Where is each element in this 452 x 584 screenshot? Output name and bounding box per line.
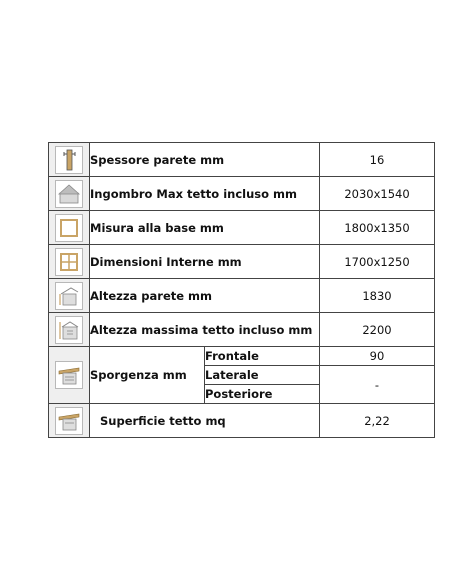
- house-footprint-icon: [55, 180, 83, 208]
- table-row: [49, 404, 435, 438]
- wall-thickness-icon: [55, 146, 83, 174]
- table-row: [49, 211, 435, 245]
- row-label: Altezza parete mm: [90, 279, 320, 313]
- row-label: Ingombro Max tetto incluso mm: [90, 177, 320, 211]
- row-label: Altezza massima tetto incluso mm: [90, 313, 320, 347]
- sporgenza-frontale-value: 90: [320, 347, 435, 366]
- table-row: [49, 143, 435, 177]
- row-value: 2200: [320, 313, 435, 347]
- icon-cell: [49, 143, 90, 177]
- row-value: 1830: [320, 279, 435, 313]
- row-label: Spessore parete mm: [90, 143, 320, 177]
- table-row: [49, 177, 435, 211]
- max-height-icon: [55, 316, 83, 344]
- base-square-icon: [55, 214, 83, 242]
- sporgenza-posteriore-label: Posteriore: [205, 385, 320, 404]
- table-row: [49, 279, 435, 313]
- wall-height-icon: [55, 282, 83, 310]
- table-row: [49, 347, 435, 366]
- row-value: 1700x1250: [320, 245, 435, 279]
- table-row: [49, 245, 435, 279]
- roof-overhang-icon: [55, 361, 83, 389]
- sporgenza-label: Sporgenza mm: [90, 347, 205, 404]
- row-value: 1800x1350: [320, 211, 435, 245]
- row-label: Dimensioni Interne mm: [90, 245, 320, 279]
- sporgenza-frontale-label: Frontale: [205, 347, 320, 366]
- specifications-table: [48, 142, 435, 438]
- table-row: [49, 313, 435, 347]
- row-label: Misura alla base mm: [90, 211, 320, 245]
- sporgenza-laterale-label: Laterale: [205, 366, 320, 385]
- row-value: 2030x1540: [320, 177, 435, 211]
- interior-grid-icon: [55, 248, 83, 276]
- roof-surface-icon: [55, 407, 83, 435]
- superficie-label: Superficie tetto mq: [90, 404, 320, 438]
- sporgenza-merged-value: -: [320, 366, 435, 404]
- superficie-value: 2,22: [320, 404, 435, 438]
- row-value: 16: [320, 143, 435, 177]
